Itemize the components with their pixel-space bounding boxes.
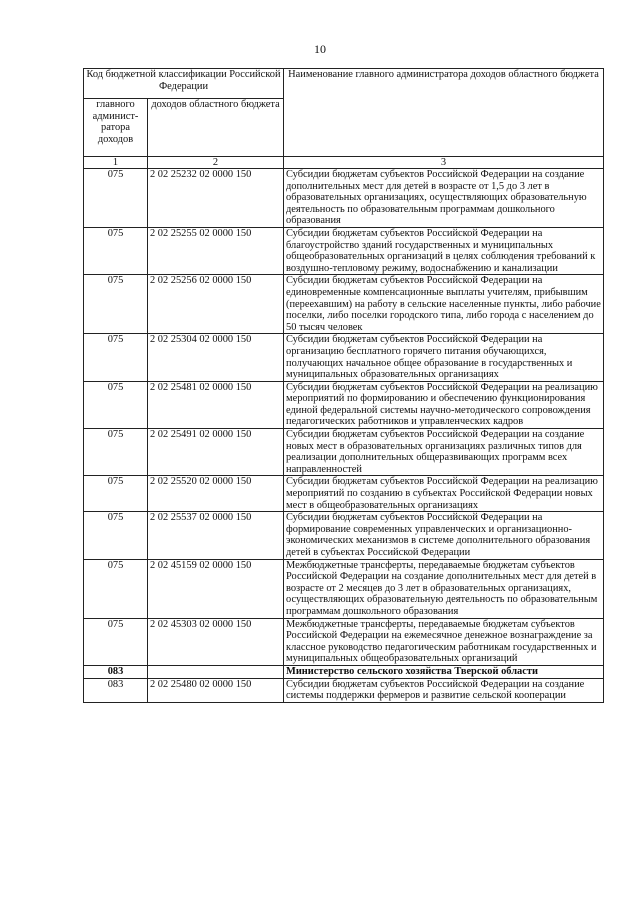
- name-cell: Министерство сельского хозяйства Тверской области: [284, 665, 604, 678]
- column-number-2: 2: [148, 157, 284, 169]
- table-row: [84, 275, 604, 334]
- table-row: [84, 169, 604, 228]
- table-row: [84, 512, 604, 559]
- name-cell: Субсидии бюджетам субъектов Российской Федерации на благоустройство зданий государственных и муниципальных общеобразовательных организаций в целях соблюдения требований к воздушно-тепловому режиму, водоснабжению и канализации: [284, 227, 604, 274]
- admin-code-cell: 075: [84, 169, 148, 228]
- main-admin-column-header: главного админист- ратора доходов: [84, 99, 148, 157]
- column-number-3: 3: [284, 157, 604, 169]
- section-row: [84, 665, 604, 678]
- column-number-1: 1: [84, 157, 148, 169]
- name-cell: Межбюджетные трансферты, передаваемые бюджетам субъектов Российской Федерации на ежемесячное денежное вознаграждение за классное руководство педагогическим работникам государственных и муниципальных общеобразовательных организаций: [284, 618, 604, 665]
- admin-code-cell: 075: [84, 381, 148, 428]
- name-cell: Субсидии бюджетам субъектов Российской Федерации на формирование современных управленческих и организационно-экономических механизмов в системе дополнительного образования детей в субъектах Российской Федерации: [284, 512, 604, 559]
- table-row: [84, 381, 604, 428]
- name-cell: Субсидии бюджетам субъектов Российской Федерации на создание системы поддержки фермеров и развитие сельской кооперации: [284, 678, 604, 702]
- admin-code-cell: 075: [84, 227, 148, 274]
- admin-code-cell: 075: [84, 429, 148, 476]
- name-cell: Субсидии бюджетам субъектов Российской Федерации на организацию бесплатного горячего питания обучающихся, получающих начальное общее образование в государственных и муниципальных образовательных организациях: [284, 334, 604, 381]
- table-row: [84, 227, 604, 274]
- revenue-code-cell: 2 02 25304 02 0000 150: [148, 334, 284, 381]
- revenue-code-cell: 2 02 45159 02 0000 150: [148, 559, 284, 618]
- revenue-code-cell: 2 02 45303 02 0000 150: [148, 618, 284, 665]
- name-cell: Субсидии бюджетам субъектов Российской Федерации на единовременные компенсационные выплаты учителям, прибывшим (переехавшим) на работу в сельские населенные пункты, либо рабочие поселки, либо поселки городского типа, либо города с населением до 50 тысяч человек: [284, 275, 604, 334]
- admin-code-cell: 075: [84, 476, 148, 512]
- budget-revenue-table: [83, 68, 604, 703]
- admin-code-cell: 075: [84, 334, 148, 381]
- table-row: [84, 334, 604, 381]
- revenue-code-cell: 2 02 25256 02 0000 150: [148, 275, 284, 334]
- admin-code-cell: 083: [84, 678, 148, 702]
- name-cell: Субсидии бюджетам субъектов Российской Федерации на реализацию мероприятий по созданию в субъектах Российской Федерации новых мест в общеобразовательных организациях: [284, 476, 604, 512]
- admin-code-cell: 075: [84, 275, 148, 334]
- revenue-code-cell: 2 02 25520 02 0000 150: [148, 476, 284, 512]
- admin-code-cell: 075: [84, 618, 148, 665]
- table-row: [84, 678, 604, 702]
- name-cell: Субсидии бюджетам субъектов Российской Федерации на реализацию мероприятий по формированию и обеспечению функционирования единой федеральной системы научно-методического сопровождения педагогических работников и управленческих кадров: [284, 381, 604, 428]
- column-number-row: [84, 157, 604, 169]
- table-row: [84, 476, 604, 512]
- name-cell: Межбюджетные трансферты, передаваемые бюджетам субъектов Российской Федерации на создание дополнительных мест для детей в возрасте от 2 месяцев до 3 лет в образовательных организациях, осуществляющих образовательную деятельность по образовательным программам дошкольного образования: [284, 559, 604, 618]
- table-row: [84, 429, 604, 476]
- admin-code-cell: 083: [84, 665, 148, 678]
- revenue-code-cell: 2 02 25537 02 0000 150: [148, 512, 284, 559]
- revenue-column-header: доходов областного бюджета: [148, 99, 284, 157]
- table-row: [84, 618, 604, 665]
- revenue-code-cell: 2 02 25255 02 0000 150: [148, 227, 284, 274]
- revenue-code-cell: 2 02 25491 02 0000 150: [148, 429, 284, 476]
- page-number: 10: [314, 42, 326, 56]
- kbk-group-header: Код бюджетной классификации Российской Федерации: [84, 69, 284, 99]
- name-column-header: Наименование главного администратора доходов областного бюджета: [284, 69, 604, 157]
- name-cell: Субсидии бюджетам субъектов Российской Федерации на создание дополнительных мест для детей в возрасте от 1,5 до 3 лет в образовательных организациях, осуществляющих образовательную деятельность по образовательным программам дошкольного образования: [284, 169, 604, 228]
- revenue-code-cell: 2 02 25481 02 0000 150: [148, 381, 284, 428]
- table-body: [84, 169, 604, 703]
- table-header-row: [84, 69, 604, 99]
- admin-code-cell: 075: [84, 512, 148, 559]
- name-cell: Субсидии бюджетам субъектов Российской Федерации на создание новых мест в образовательных организациях различных типов для реализации дополнительных общеразвивающих программ всех направленностей: [284, 429, 604, 476]
- revenue-code-cell: 2 02 25232 02 0000 150: [148, 169, 284, 228]
- admin-code-cell: 075: [84, 559, 148, 618]
- revenue-code-cell: [148, 665, 284, 678]
- table-row: [84, 559, 604, 618]
- revenue-code-cell: 2 02 25480 02 0000 150: [148, 678, 284, 702]
